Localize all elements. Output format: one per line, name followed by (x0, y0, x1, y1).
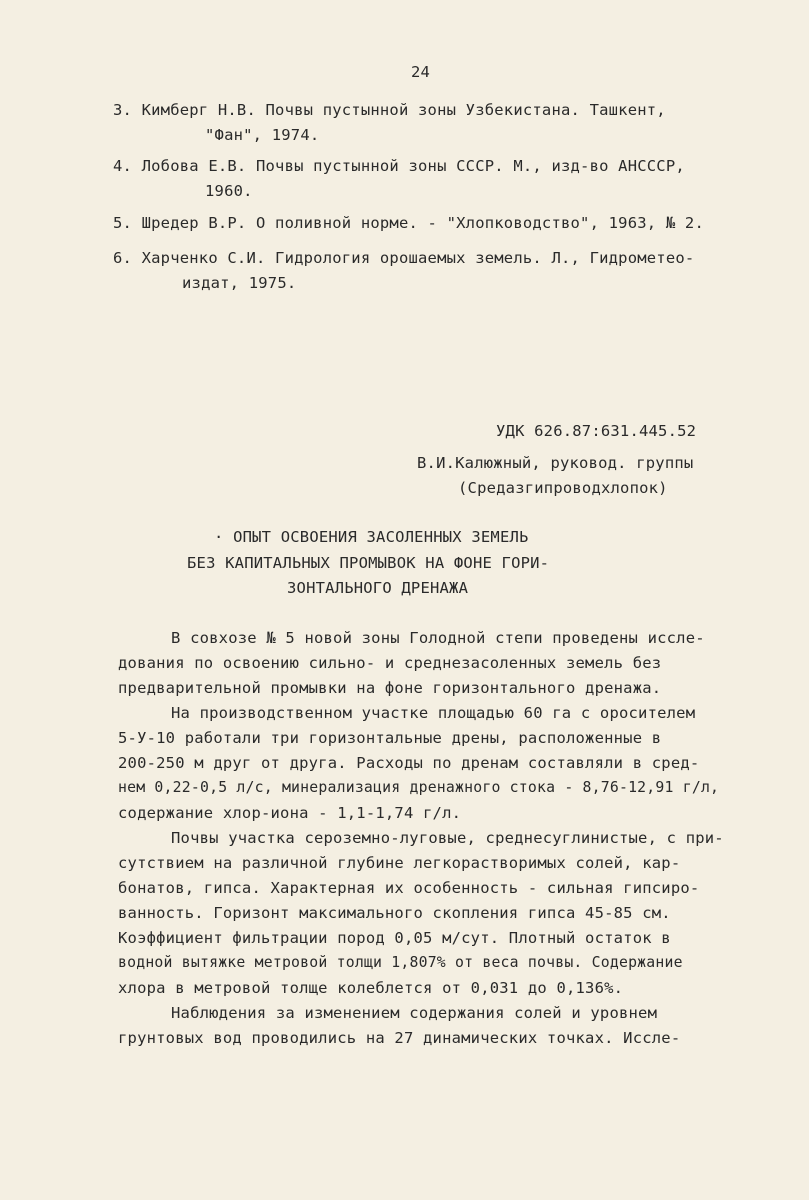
body-line: 200-250 м друг от друга. Расходы по дренам составляли в сред- (118, 754, 700, 772)
article-title-line-2: БЕЗ КАПИТАЛЬНЫХ ПРОМЫВОК НА ФОНЕ ГОРИ- (187, 554, 550, 572)
body-line: хлора в метровой толще колеблется от 0,031 до 0,136%. (118, 979, 624, 997)
body-line: дования по освоению сильно- и среднезасоленных земель без (118, 654, 662, 672)
body-line: Коэффициент фильтрации пород 0,05 м/сут. Плотный остаток в (118, 929, 671, 947)
body-line: содержание хлор-иона - 1,1-1,74 г/л. (118, 804, 462, 822)
reference-6-line-2: издат, 1975. (182, 274, 297, 292)
body-line: Почвы участка сероземно-луговые, среднесуглинистые, с при- (171, 829, 724, 847)
body-line: предварительной промывки на фоне горизонтального дренажа. (118, 679, 662, 697)
body-line: грунтовых вод проводились на 27 динамических точках. Иссле- (118, 1029, 681, 1047)
body-line: ванность. Горизонт максимального скопления гипса 45-85 см. (118, 904, 671, 922)
body-line: Наблюдения за изменением содержания солей и уровнем (171, 1004, 658, 1022)
reference-5-line-1: 5. Шредер В.Р. О поливной норме. - "Хлопководство", 1963, № 2. (113, 214, 704, 232)
body-line: В совхозе № 5 новой зоны Голодной степи проведены иссле- (171, 629, 705, 647)
body-line: сутствием на различной глубине легкорастворимых солей, кар- (118, 854, 681, 872)
reference-4-line-2: 1960. (205, 182, 253, 200)
reference-6-line-1: 6. Харченко С.И. Гидрология орошаемых земель. Л., Гидрометео- (113, 249, 695, 267)
udk-code: УДК 626.87:631.445.52 (496, 422, 697, 440)
author-line: В.И.Калюжный, руковод. группы (417, 454, 694, 472)
page-number: 24 (411, 63, 431, 81)
reference-3-line-2: "Фан", 1974. (205, 126, 320, 144)
article-title-line-1: · ОПЫТ ОСВОЕНИЯ ЗАСОЛЕННЫХ ЗЕМЕЛЬ (214, 528, 529, 546)
reference-3-line-1: 3. Кимберг Н.В. Почвы пустынной зоны Узбекистана. Ташкент, (113, 101, 666, 119)
affiliation-line: (Средазгипроводхлопок) (458, 479, 668, 497)
body-line: 5-У-10 работали три горизонтальные дрены, расположенные в (118, 729, 662, 747)
article-title-line-3: ЗОНТАЛЬНОГО ДРЕНАЖА (287, 579, 469, 597)
body-line: нем 0,22-0,5 л/с, минерализация дренажного стока - 8,76-12,91 г/л, (118, 779, 720, 796)
body-line: водной вытяжке метровой толщи 1,807% от веса почвы. Содержание (118, 954, 683, 971)
reference-4-line-1: 4. Лобова Е.В. Почвы пустынной зоны СССР. М., изд-во АНСССР, (113, 157, 685, 175)
body-line: бонатов, гипса. Характерная их особенность - сильная гипсиро- (118, 879, 700, 897)
body-line: На производственном участке площадью 60 га с оросителем (171, 704, 696, 722)
